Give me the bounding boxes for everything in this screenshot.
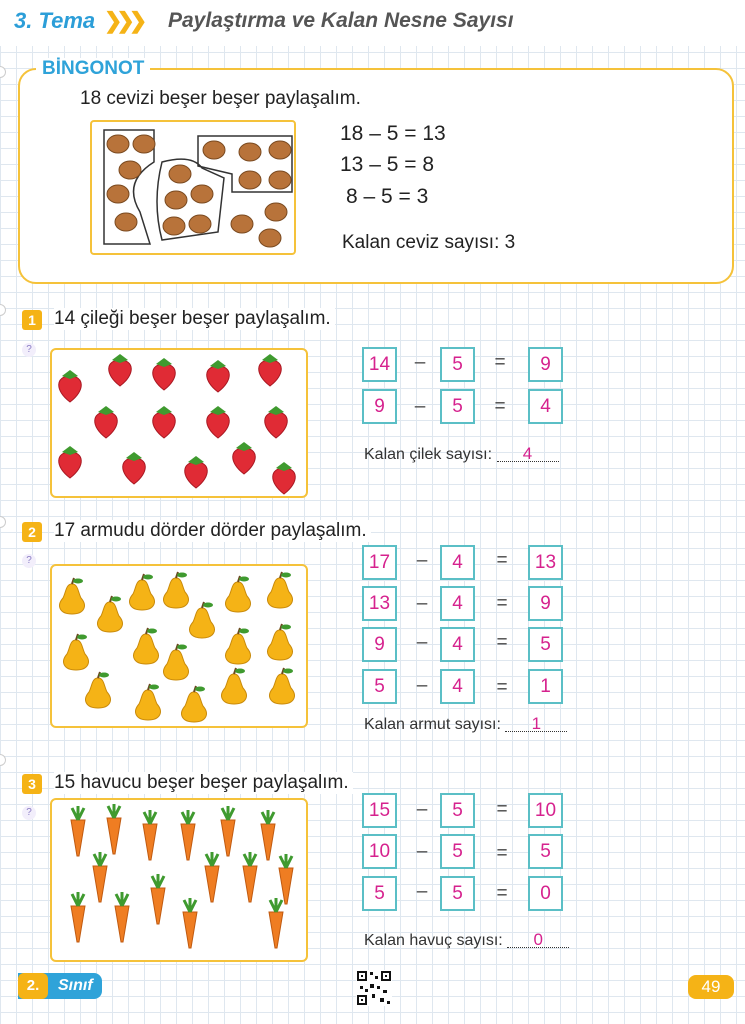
remaining-line	[364, 932, 569, 950]
strawberry-icon	[52, 350, 306, 496]
margin-dot	[0, 516, 6, 528]
answer-cell[interactable]: 9	[362, 389, 397, 424]
operator: =	[496, 677, 508, 698]
answer-cell[interactable]: 4	[440, 545, 475, 580]
theme-title: 3. Tema	[14, 8, 96, 33]
answer-cell[interactable]: 13	[362, 586, 397, 621]
answer-cell[interactable]: 4	[528, 389, 563, 424]
remaining-line	[364, 716, 567, 734]
page-title: Paylaştırma ve Kalan Nesne Sayısı	[168, 9, 514, 32]
exercise-number: 3	[22, 774, 42, 794]
note-instruction: 18 cevizi beşer beşer paylaşalım.	[80, 88, 361, 109]
answer-cell[interactable]: 5	[440, 389, 475, 424]
chevron-right-icon: ❯❯❯	[104, 8, 142, 33]
remaining-line	[364, 446, 559, 464]
answer-cell[interactable]: 9	[528, 347, 563, 382]
answer-cell[interactable]: 5	[440, 834, 475, 869]
operator: –	[414, 396, 426, 417]
operator: =	[496, 593, 508, 614]
remaining-answer[interactable]: 0	[507, 932, 569, 948]
margin-dot	[0, 66, 6, 78]
operator: =	[496, 799, 508, 820]
answer-cell[interactable]: 5	[528, 627, 563, 662]
qr-code-icon[interactable]	[356, 970, 392, 1006]
grade-label: Sınıf	[58, 977, 93, 994]
note-equation: 13 – 5 = 8	[340, 153, 434, 176]
pear-image-box	[50, 564, 308, 728]
walnut-image-box	[90, 120, 296, 255]
strawberry-image-box	[50, 348, 308, 498]
note-label: BİNGONOT	[36, 58, 150, 80]
answer-cell[interactable]: 17	[362, 545, 397, 580]
operator: =	[496, 883, 508, 904]
answer-cell[interactable]: 4	[440, 669, 475, 704]
answer-cell[interactable]: 5	[440, 347, 475, 382]
remaining-answer[interactable]: 1	[505, 716, 567, 732]
exercise-number: 2	[22, 522, 42, 542]
operator: –	[414, 352, 426, 373]
remaining-label: Kalan armut sayısı:	[364, 716, 501, 733]
answer-cell[interactable]: 10	[362, 834, 397, 869]
answer-cell[interactable]: 15	[362, 793, 397, 828]
answer-cell[interactable]: 4	[440, 586, 475, 621]
answer-cell[interactable]: 5	[440, 876, 475, 911]
operator: –	[416, 841, 428, 862]
margin-dot	[0, 304, 6, 316]
remaining-label: Kalan havuç sayısı:	[364, 932, 503, 949]
answer-cell[interactable]: 5	[362, 876, 397, 911]
operator: –	[416, 799, 428, 820]
operator: =	[496, 843, 508, 864]
question-icon[interactable]: ?	[22, 806, 36, 820]
operator: =	[496, 632, 508, 653]
answer-cell[interactable]: 10	[528, 793, 563, 828]
operator: –	[416, 675, 428, 696]
carrot-image-box	[50, 798, 308, 962]
operator: –	[416, 881, 428, 902]
operator: =	[496, 550, 508, 571]
exercise-instruction: 14 çileği beşer beşer paylaşalım.	[54, 308, 335, 330]
answer-cell[interactable]: 14	[362, 347, 397, 382]
remaining-label: Kalan çilek sayısı:	[364, 446, 493, 463]
note-equation: 8 – 5 = 3	[346, 185, 429, 208]
answer-cell[interactable]: 5	[528, 834, 563, 869]
answer-cell[interactable]: 1	[528, 669, 563, 704]
question-icon[interactable]: ?	[22, 343, 36, 357]
operator: –	[416, 593, 428, 614]
grade-number: 2.	[18, 973, 48, 999]
operator: =	[494, 396, 506, 417]
operator: –	[416, 550, 428, 571]
note-remaining: Kalan ceviz sayısı: 3	[342, 232, 516, 253]
answer-cell[interactable]: 4	[440, 627, 475, 662]
margin-dot	[0, 754, 6, 766]
remaining-answer[interactable]: 4	[497, 446, 559, 462]
page-number: 49	[688, 975, 734, 999]
answer-cell[interactable]: 0	[528, 876, 563, 911]
exercise-instruction: 15 havucu beşer beşer paylaşalım.	[54, 772, 353, 794]
exercise-instruction: 17 armudu dörder dörder paylaşalım.	[54, 520, 371, 542]
answer-cell[interactable]: 9	[362, 627, 397, 662]
carrot-icon	[52, 800, 306, 960]
operator: =	[494, 352, 506, 373]
walnut-icon	[92, 122, 294, 253]
exercise-number: 1	[22, 310, 42, 330]
answer-cell[interactable]: 9	[528, 586, 563, 621]
note-equation: 18 – 5 = 13	[340, 122, 446, 145]
pear-icon	[52, 566, 306, 726]
answer-cell[interactable]: 5	[362, 669, 397, 704]
operator: –	[416, 632, 428, 653]
answer-cell[interactable]: 13	[528, 545, 563, 580]
question-icon[interactable]: ?	[22, 554, 36, 568]
answer-cell[interactable]: 5	[440, 793, 475, 828]
